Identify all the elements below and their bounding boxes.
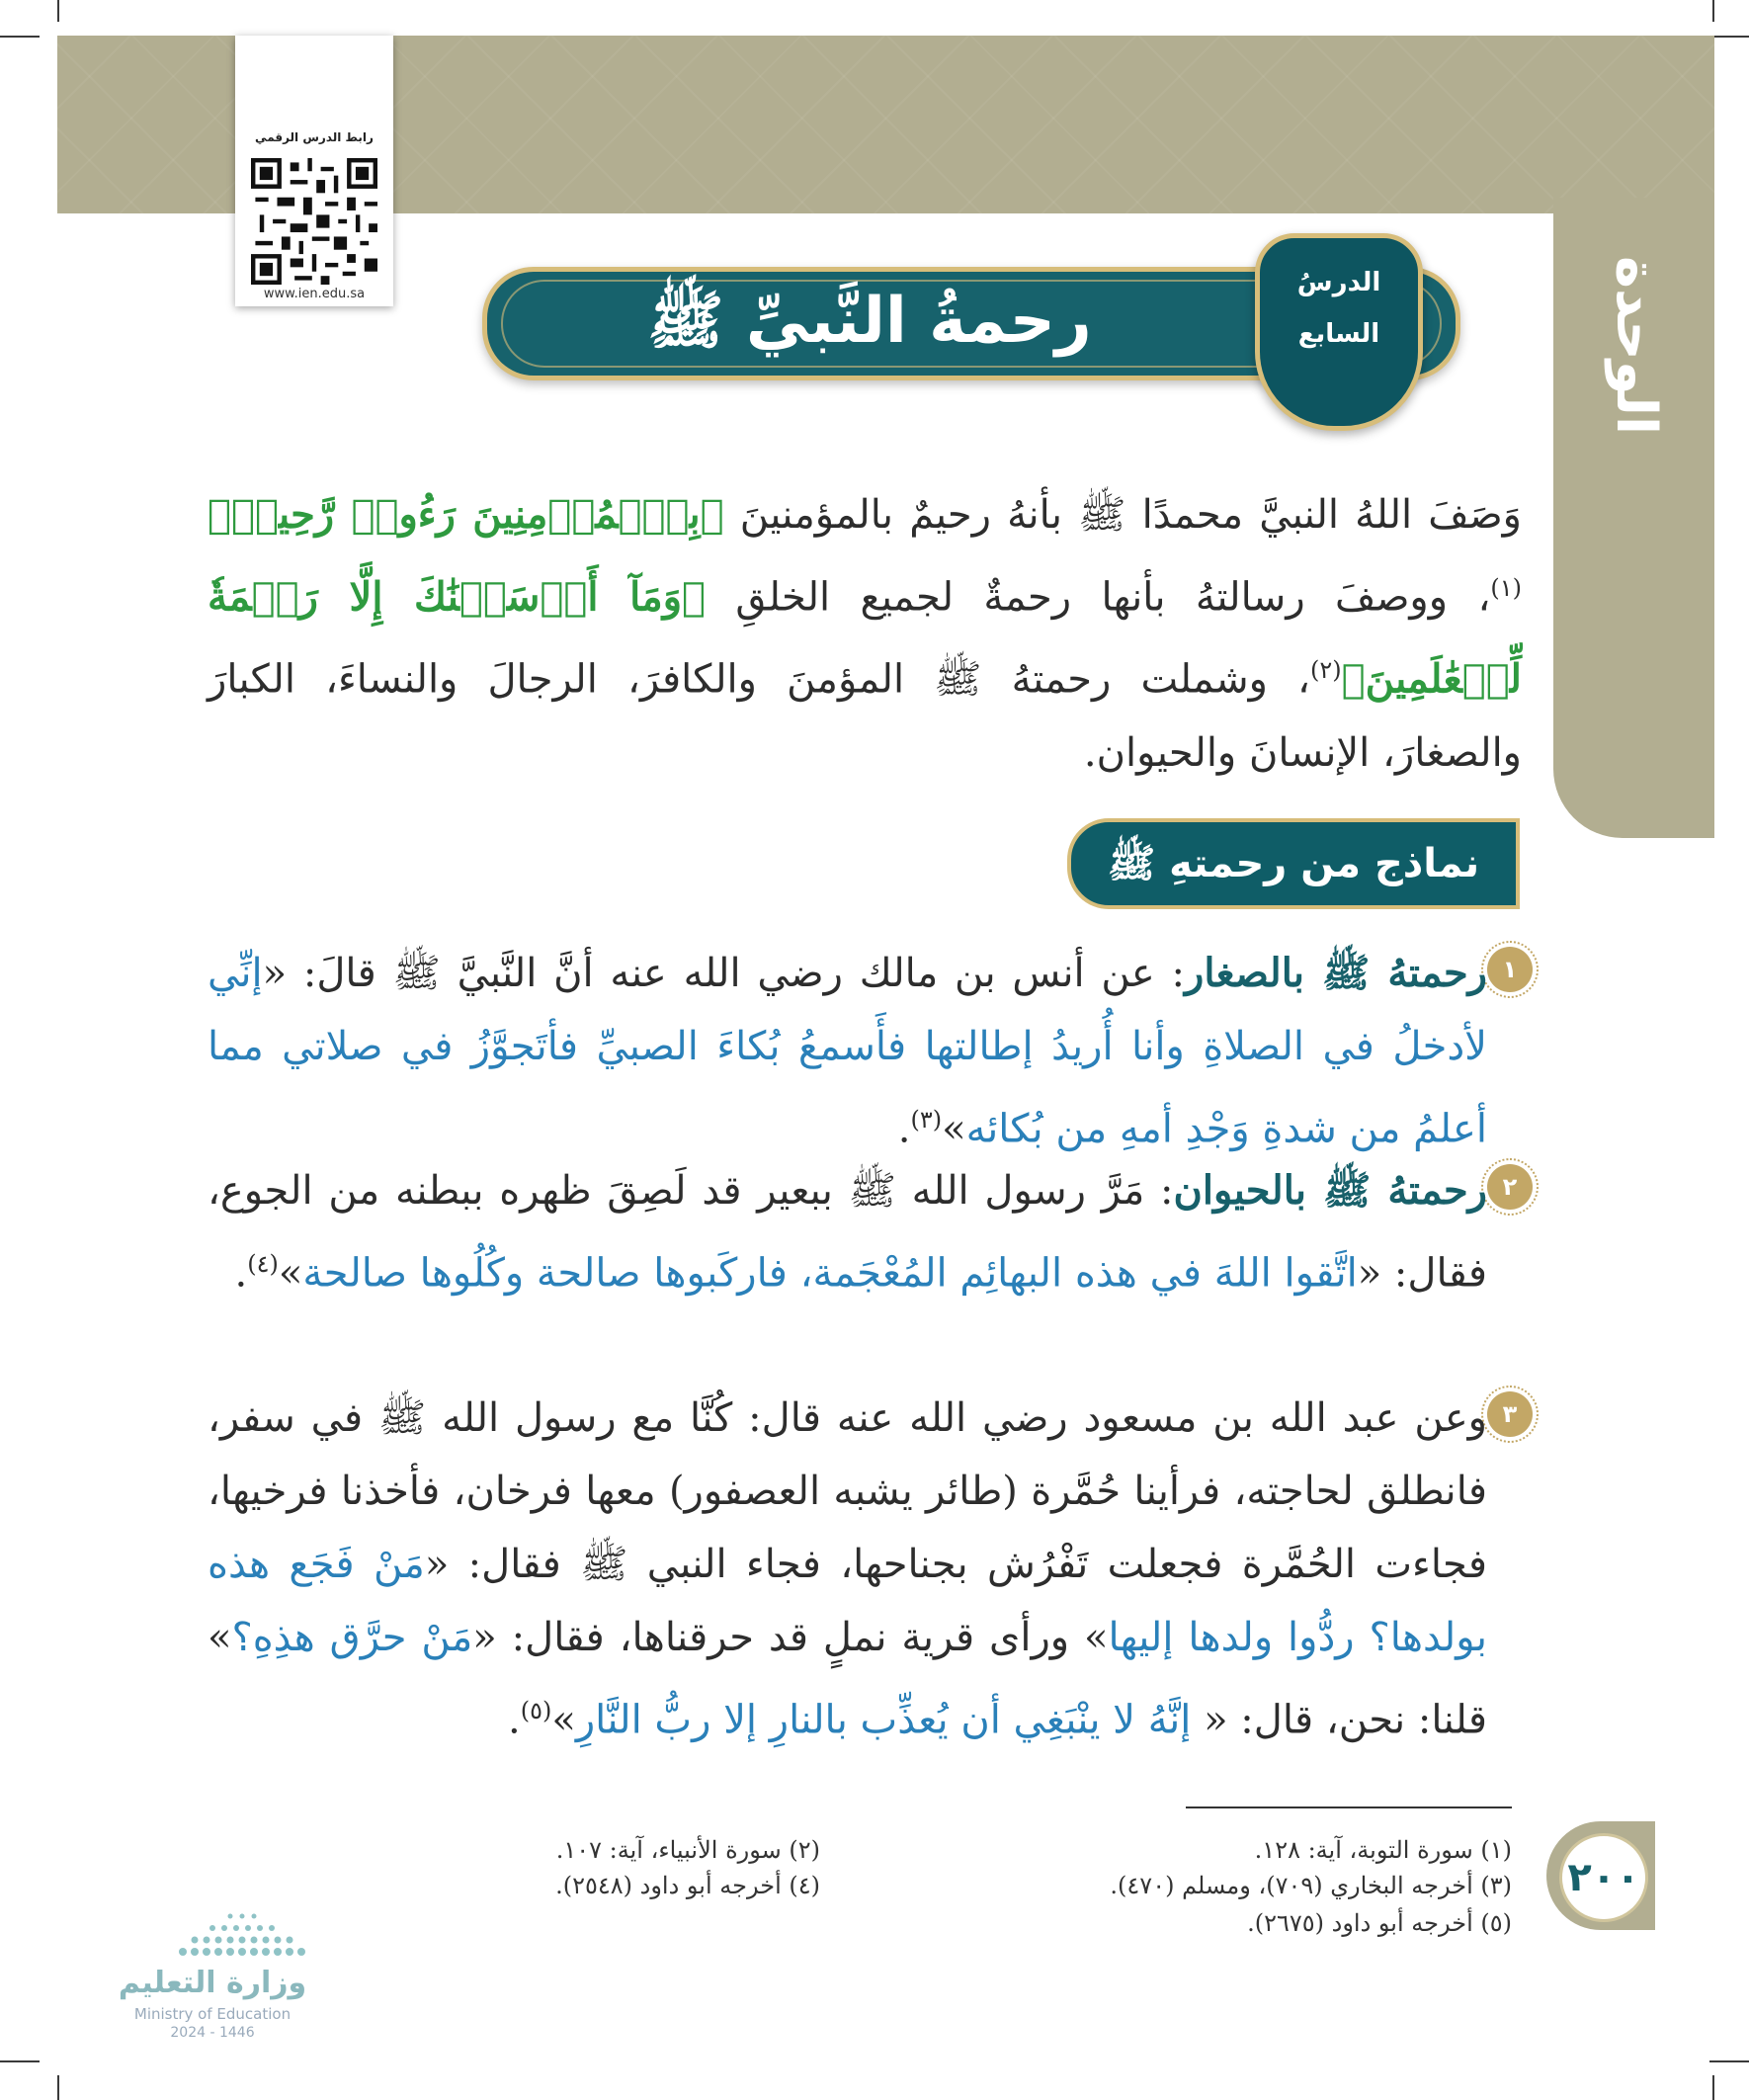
footnote-ref: (٥) — [520, 1697, 552, 1724]
item-text: : عن أنس بن مالك رضي الله عنه أنَّ النَّبيَّ ﷺ قالَ: « — [262, 951, 1186, 996]
list-item — [208, 937, 1487, 1165]
section-heading: نماذج من رحمتهِ ﷺ — [1067, 818, 1520, 909]
item-text: . — [508, 1697, 521, 1743]
hadith-text: مَنْ فَجَع هذه بولدها؟ ردُّوا ولدها إليها — [208, 1542, 1487, 1660]
qr-label: رابط الدرس الرقمي — [255, 130, 374, 144]
intro-text: ، وشملت رحمتهُ ﷺ المؤمنَ والكافرَ، الرجالَ والنساءَ، الكبارَ والصغارَ، الإنسانَ والحيوان. — [208, 656, 1522, 776]
item-number-badge: ٢ — [1487, 1164, 1533, 1210]
item-text: . — [234, 1250, 248, 1297]
quran-verse: ﴿بِٱلۡمُؤۡمِنِينَ رَءُوفٞ رَّحِيمٞ﴾ — [208, 491, 724, 538]
item-text: : مَرَّ رسول الله ﷺ ببعير قد لَصِقَ ظهره ببطنه من الجوع، فقال: « — [208, 1168, 1487, 1297]
crop-mark — [1709, 2060, 1749, 2062]
hadith-text: مَنْ حرَّق هذِهِ؟ — [231, 1615, 473, 1660]
footnote: (١) سورة التوبة، آية: ١٢٨. — [1254, 1836, 1512, 1864]
intro-text: ، ووصفَ رسالتهُ بأنها رحمةٌ لجميع الخلقِ — [706, 574, 1491, 621]
footnote-ref: (٤) — [247, 1250, 279, 1278]
ministry-year: 2024 - 1446 — [170, 2025, 255, 2041]
unit-title: الوحدة الثالثة — [1485, 256, 1668, 436]
item-text: . — [897, 1106, 911, 1152]
item-text: » — [942, 1106, 966, 1152]
page-number: ٢٠٠ — [1559, 1833, 1648, 1922]
crop-mark — [1712, 2075, 1714, 2100]
hadith-text: إنَّهُ لا ينْبَغِي أن يُعذِّب بالنارِ إلا ربُّ النَّارِ — [575, 1697, 1192, 1743]
footnote-ref: (١) — [1490, 574, 1522, 602]
footnote: (٥) أخرجه أبو داود (٢٦٧٥). — [1247, 1909, 1512, 1937]
hadith-text: اتَّقوا اللهَ في هذه البهائِم المُعْجَمة، فاركَبوها صالحة وكُلُوها صالحة — [302, 1250, 1358, 1297]
footnote: (٣) أخرجه البخاري (٧٠٩)، ومسلم (٤٧٠). — [1110, 1872, 1512, 1899]
item-text: » ورأى قرية نملٍ قد حرقناها، فقال: « — [472, 1615, 1109, 1660]
lesson-title: رحمةُ النَّبيِّ ﷺ — [647, 285, 1092, 358]
footnote: (٤) أخرجه أبو داود (٢٥٤٨). — [555, 1872, 820, 1899]
hadith-text: إنِّي لأدخلُ في الصلاةِ وأنا أُريدُ إطالتها فأَسمعُ بُكاءَ الصبيِّ فأتَجوَّزُ في صلاتي مما أعلمُ من شدةِ وَجْدِ أمهِ من بُكائه — [208, 951, 1487, 1152]
crop-mark — [57, 0, 59, 22]
item-text: » — [551, 1697, 576, 1743]
crop-mark — [1709, 36, 1749, 38]
intro-text: وَصَفَ اللهُ النبيَّ محمدًا ﷺ بأنهُ رحيمٌ بالمؤمنينَ — [723, 492, 1522, 538]
item-text: وعن عبد الله بن مسعود رضي الله عنه قال: كُنَّا مع رسول الله ﷺ في سفر، فانطلق لحاجته، فرأينا حُمَّرة (طائر يشبه العصفور) معها فرخان، فأخذنا فرخيها، فجاءت الحُمَّرة فجعلت تَفْرُش بجناحها، فجاء النبي ﷺ فقال: « — [208, 1395, 1487, 1587]
intro-paragraph — [208, 478, 1522, 790]
item-text: » قلنا: نحن، قال: « — [208, 1615, 1487, 1743]
list-item — [208, 1154, 1487, 1309]
item-heading: رحمتهُ ﷺ بالحيوان — [1173, 1167, 1488, 1214]
footnote-ref: (٢) — [1309, 656, 1342, 685]
item-heading: رحمتهُ ﷺ بالصغار — [1185, 950, 1488, 996]
list-item — [208, 1382, 1487, 1756]
crop-mark — [57, 2075, 59, 2100]
item-number-badge: ٣ — [1487, 1391, 1533, 1437]
item-number-badge: ١ — [1487, 947, 1533, 992]
qr-code-icon[interactable] — [251, 158, 377, 285]
footnote-ref: (٣) — [910, 1106, 943, 1134]
qr-url[interactable]: www.ien.edu.sa — [263, 287, 366, 301]
crop-mark — [0, 2060, 40, 2062]
lesson-badge-line1: الدرسُ — [1296, 268, 1381, 297]
item-text: » — [278, 1250, 303, 1297]
footnote-divider — [1186, 1806, 1512, 1808]
lesson-badge-line2: السابع — [1297, 319, 1380, 349]
quran-verse: ﴿وَمَآ أَرۡسَلۡنَٰكَ إِلَّا رَحۡمَةٗ لِّلۡعَٰلَمِينَ﴾ — [208, 573, 1522, 703]
qr-card[interactable] — [235, 36, 393, 306]
ministry-logo-icon — [173, 1902, 321, 1962]
crop-mark — [0, 36, 40, 38]
ministry-name-arabic: وزارة التعليم — [118, 1966, 307, 2000]
crop-mark — [1712, 0, 1714, 22]
footnote: (٢) سورة الأنبياء، آية: ١٠٧. — [555, 1836, 820, 1864]
ministry-name-english: Ministry of Education — [133, 2005, 292, 2023]
lesson-badge — [1255, 233, 1423, 431]
ministry-logo — [94, 1902, 331, 2051]
